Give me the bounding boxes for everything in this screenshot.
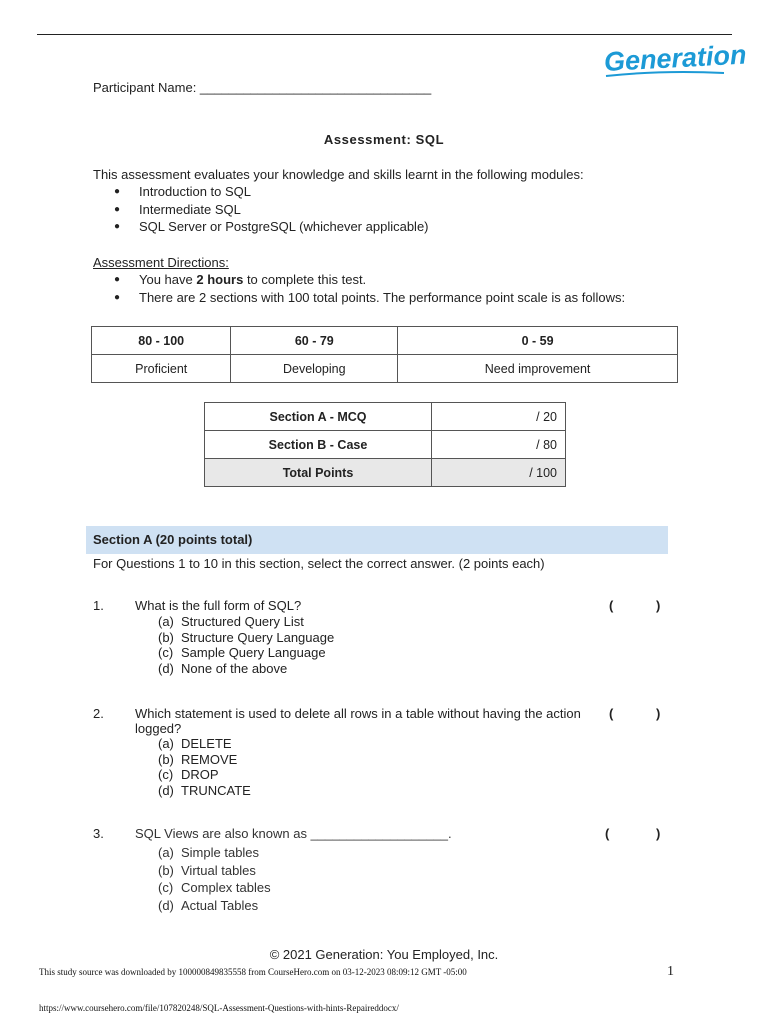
- section-a-title: Section A (20 points total): [93, 532, 253, 547]
- intro-text: This assessment evaluates your knowledge and skills learnt in the following modules:: [93, 167, 584, 182]
- footer-source-note: This study source was downloaded by 100000849835558 from CourseHero.com on 03-12-2023 08:09:12 GMT -05:00: [39, 967, 467, 977]
- option-text: Structure Query Language: [181, 629, 335, 645]
- score-label: Section B - Case: [205, 431, 432, 459]
- scale-level: Developing: [231, 355, 398, 383]
- option-text: TRUNCATE: [181, 782, 251, 798]
- score-row: [205, 403, 566, 431]
- option-item[interactable]: [158, 879, 271, 897]
- participant-name-field[interactable]: Participant Name: ________________________________: [93, 80, 432, 95]
- option-tag: (c): [158, 767, 174, 782]
- option-text: Simple tables: [181, 845, 260, 860]
- answer-paren-open: (: [609, 598, 614, 613]
- direction-text: to complete this test.: [243, 272, 367, 287]
- option-tag: (a): [158, 614, 174, 629]
- answer-slot[interactable]: [615, 706, 655, 722]
- generation-logo: [602, 39, 748, 82]
- score-value: / 80: [432, 431, 566, 459]
- scale-range: 0 - 59: [398, 327, 678, 355]
- option-text: DROP: [181, 767, 219, 782]
- answer-paren-close: ): [656, 598, 661, 613]
- direction-item: ● There are 2 sections with 100 total points. The performance point scale is as follows:: [93, 289, 625, 307]
- answer-paren-close: ): [656, 706, 661, 721]
- score-label: Section A - MCQ: [205, 403, 432, 431]
- option-text: Complex tables: [181, 880, 271, 895]
- option-item[interactable]: [158, 630, 334, 646]
- option-text: Virtual tables: [181, 862, 256, 878]
- option-item[interactable]: [158, 767, 251, 783]
- module-item: ● Introduction to SQL: [93, 183, 429, 201]
- direction-item: [93, 271, 625, 289]
- scale-range: 80 - 100: [92, 327, 231, 355]
- score-value: / 20: [432, 403, 566, 431]
- option-text: DELETE: [181, 736, 232, 751]
- score-table: [204, 402, 566, 487]
- option-item[interactable]: [158, 736, 251, 752]
- module-item: ● Intermediate SQL: [93, 201, 429, 219]
- question-text: SQL Views are also known as ___________________.: [135, 826, 452, 841]
- top-rule: [37, 34, 732, 35]
- score-label: Total Points: [205, 459, 432, 487]
- option-item[interactable]: [158, 661, 334, 677]
- question-text: What is the full form of SQL?: [135, 598, 302, 613]
- option-tag: (d): [158, 897, 174, 913]
- score-row: [205, 431, 566, 459]
- score-total-row: [205, 459, 566, 487]
- question-2: [93, 706, 673, 801]
- option-tag: (b): [158, 629, 174, 645]
- module-item: ● SQL Server or PostgreSQL (whichever applicable): [93, 218, 429, 236]
- question-number: 2.: [93, 706, 104, 721]
- option-list: [158, 614, 334, 676]
- logo-text: Generation: [603, 39, 748, 78]
- score-value: / 100: [432, 459, 566, 487]
- module-list: [93, 183, 429, 236]
- option-item[interactable]: [158, 844, 271, 862]
- direction-text: You have: [139, 272, 197, 287]
- option-tag: (a): [158, 845, 174, 860]
- scale-range-row: [92, 327, 678, 355]
- option-tag: (c): [158, 880, 174, 895]
- answer-paren-open: (: [609, 706, 614, 721]
- directions-list: [93, 271, 625, 306]
- option-text: None of the above: [181, 660, 288, 676]
- option-tag: (b): [158, 751, 174, 767]
- section-a-instruction: For Questions 1 to 10 in this section, select the correct answer. (2 points each): [93, 556, 545, 571]
- duration-text: 2 hours: [196, 272, 244, 287]
- option-text: Structured Query List: [181, 614, 304, 629]
- option-tag: (d): [158, 782, 174, 798]
- page-number: 1: [667, 964, 674, 979]
- option-item[interactable]: [158, 645, 334, 661]
- question-text: Which statement is used to delete all rows in a table without having the action logged?: [135, 706, 581, 736]
- answer-slot[interactable]: [615, 598, 655, 614]
- page-title: Assessment: SQL: [323, 132, 445, 147]
- question-1: [93, 598, 673, 678]
- option-item[interactable]: [158, 783, 251, 799]
- option-list: [158, 736, 251, 798]
- scale-level: Need improvement: [398, 355, 678, 383]
- question-3: [93, 826, 673, 916]
- option-tag: (a): [158, 736, 174, 751]
- option-list: [158, 844, 271, 914]
- answer-slot[interactable]: [611, 826, 655, 842]
- option-tag: (d): [158, 660, 174, 676]
- performance-scale-table: [91, 326, 678, 383]
- option-item[interactable]: [158, 614, 334, 630]
- option-text: Actual Tables: [181, 897, 259, 913]
- directions-label: Assessment Directions:: [93, 255, 229, 270]
- footer-copyright: © 2021 Generation: You Employed, Inc.: [269, 947, 499, 962]
- option-item[interactable]: [158, 752, 251, 768]
- option-text: REMOVE: [181, 751, 238, 767]
- answer-paren-close: ): [656, 826, 661, 841]
- scale-level: Proficient: [92, 355, 231, 383]
- option-item[interactable]: [158, 862, 271, 880]
- question-number: 1.: [93, 598, 104, 613]
- option-tag: (c): [158, 645, 174, 660]
- option-item[interactable]: [158, 897, 271, 915]
- footer-url[interactable]: https://www.coursehero.com/file/107820248/SQL-Assessment-Questions-with-hints-Repaireddocx/: [39, 1003, 399, 1013]
- answer-paren-open: (: [605, 826, 610, 841]
- option-text: Sample Query Language: [181, 645, 326, 660]
- option-tag: (b): [158, 862, 174, 878]
- scale-level-row: [92, 355, 678, 383]
- question-number: 3.: [93, 826, 104, 841]
- scale-range: 60 - 79: [231, 327, 398, 355]
